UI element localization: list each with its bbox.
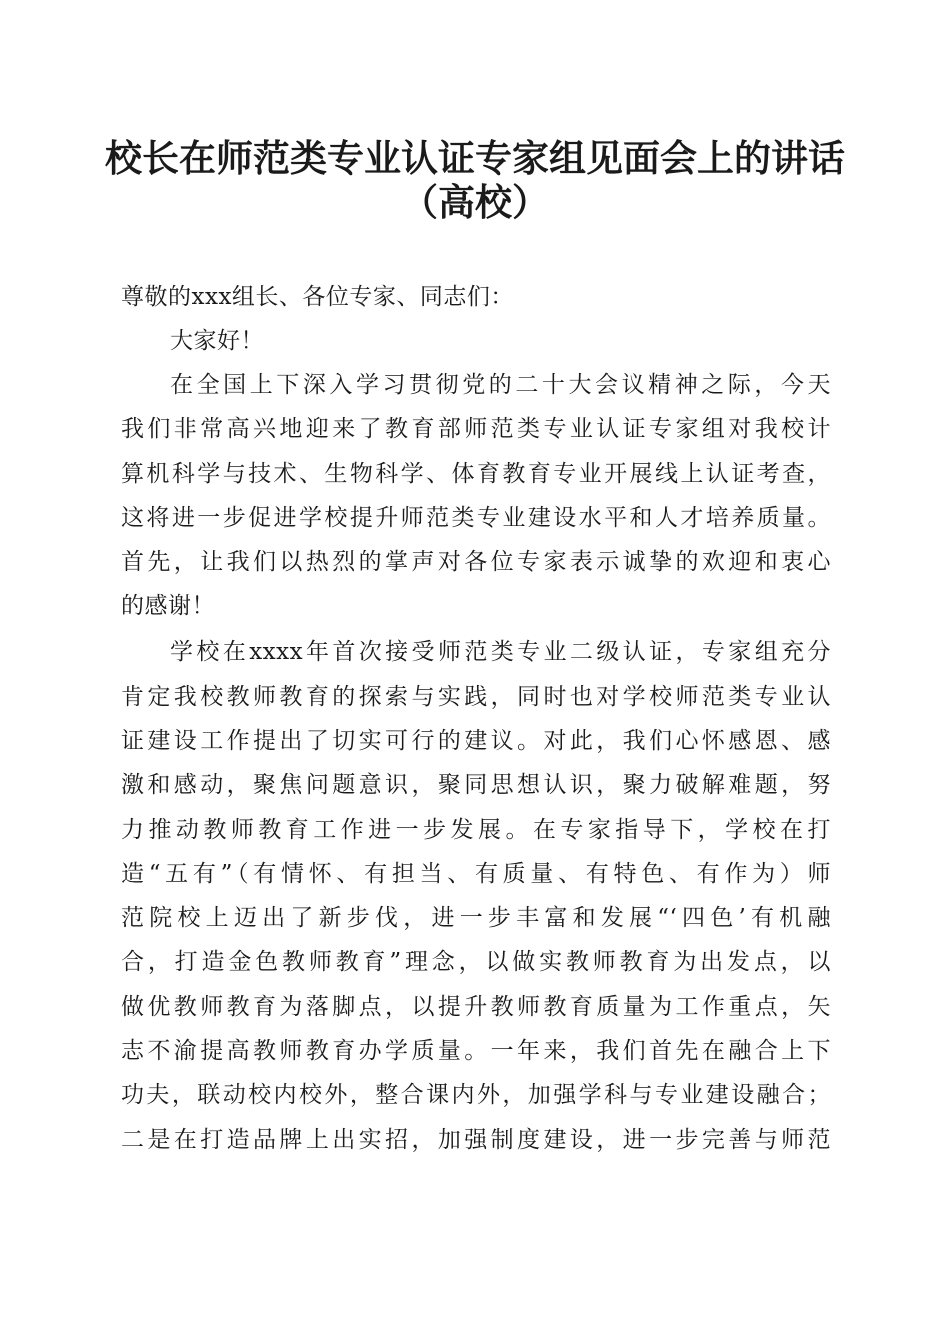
paragraph-2-line: 学校在xxxx年首次接受师范类专业二级认证，专家组充分 bbox=[170, 639, 831, 665]
paragraph-2-line: 力推动教师教育工作进一步发展。在专家指导下，学校在打 bbox=[121, 817, 831, 843]
paragraph-2-line: 功夫，联动校内校外，整合课内外，加强学科与专业建设融合； bbox=[121, 1082, 831, 1108]
paragraph-1-line: 首先，让我们以热烈的掌声对各位专家表示诚挚的欢迎和衷心 bbox=[121, 549, 831, 575]
document-title: 校长在师范类专业认证专家组见面会上的讲话 bbox=[105, 136, 845, 180]
paragraph-2-line: 肯定我校教师教育的探索与实践，同时也对学校师范类专业认 bbox=[121, 684, 831, 710]
paragraph-1-line: 的感谢！ bbox=[121, 593, 215, 619]
paragraph-2-line: 激和感动，聚焦问题意识，聚同思想认识，聚力破解难题，努 bbox=[121, 772, 831, 798]
paragraph-2-line: 范院校上迈出了新步伐，进一步丰富和发展“‘四色’有机融 bbox=[121, 905, 831, 931]
paragraph-2-line: 合，打造金色教师教育”理念，以做实教师教育为出发点，以 bbox=[121, 949, 831, 975]
paragraph-2-line: 二是在打造品牌上出实招，加强制度建设，进一步完善与师范 bbox=[121, 1127, 831, 1153]
paragraph-2-line: 志不渝提高教师教育办学质量。一年来，我们首先在融合上下 bbox=[121, 1038, 831, 1064]
paragraph-1-line: 算机科学与技术、生物科学、体育教育专业开展线上认证考查， bbox=[121, 461, 831, 487]
paragraph-1-line: 这将进一步促进学校提升师范类专业建设水平和人才培养质量。 bbox=[121, 505, 831, 531]
paragraph-1-line: 我们非常高兴地迎来了教育部师范类专业认证专家组对我校计 bbox=[121, 416, 831, 442]
salutation: 尊敬的xxx组长、各位专家、同志们： bbox=[121, 284, 514, 310]
paragraph-2-line: 证建设工作提出了切实可行的建议。对此，我们心怀感恩、感 bbox=[121, 728, 831, 754]
paragraph-2-line: 造“五有”（有情怀、有担当、有质量、有特色、有作为）师 bbox=[121, 861, 831, 887]
paragraph-2-line: 做优教师教育为落脚点，以提升教师教育质量为工作重点，矢 bbox=[121, 994, 831, 1020]
document-subtitle: （高校） bbox=[401, 180, 549, 224]
paragraph-1-line: 在全国上下深入学习贯彻党的二十大会议精神之际，今天 bbox=[170, 372, 831, 398]
greeting: 大家好！ bbox=[170, 328, 264, 354]
